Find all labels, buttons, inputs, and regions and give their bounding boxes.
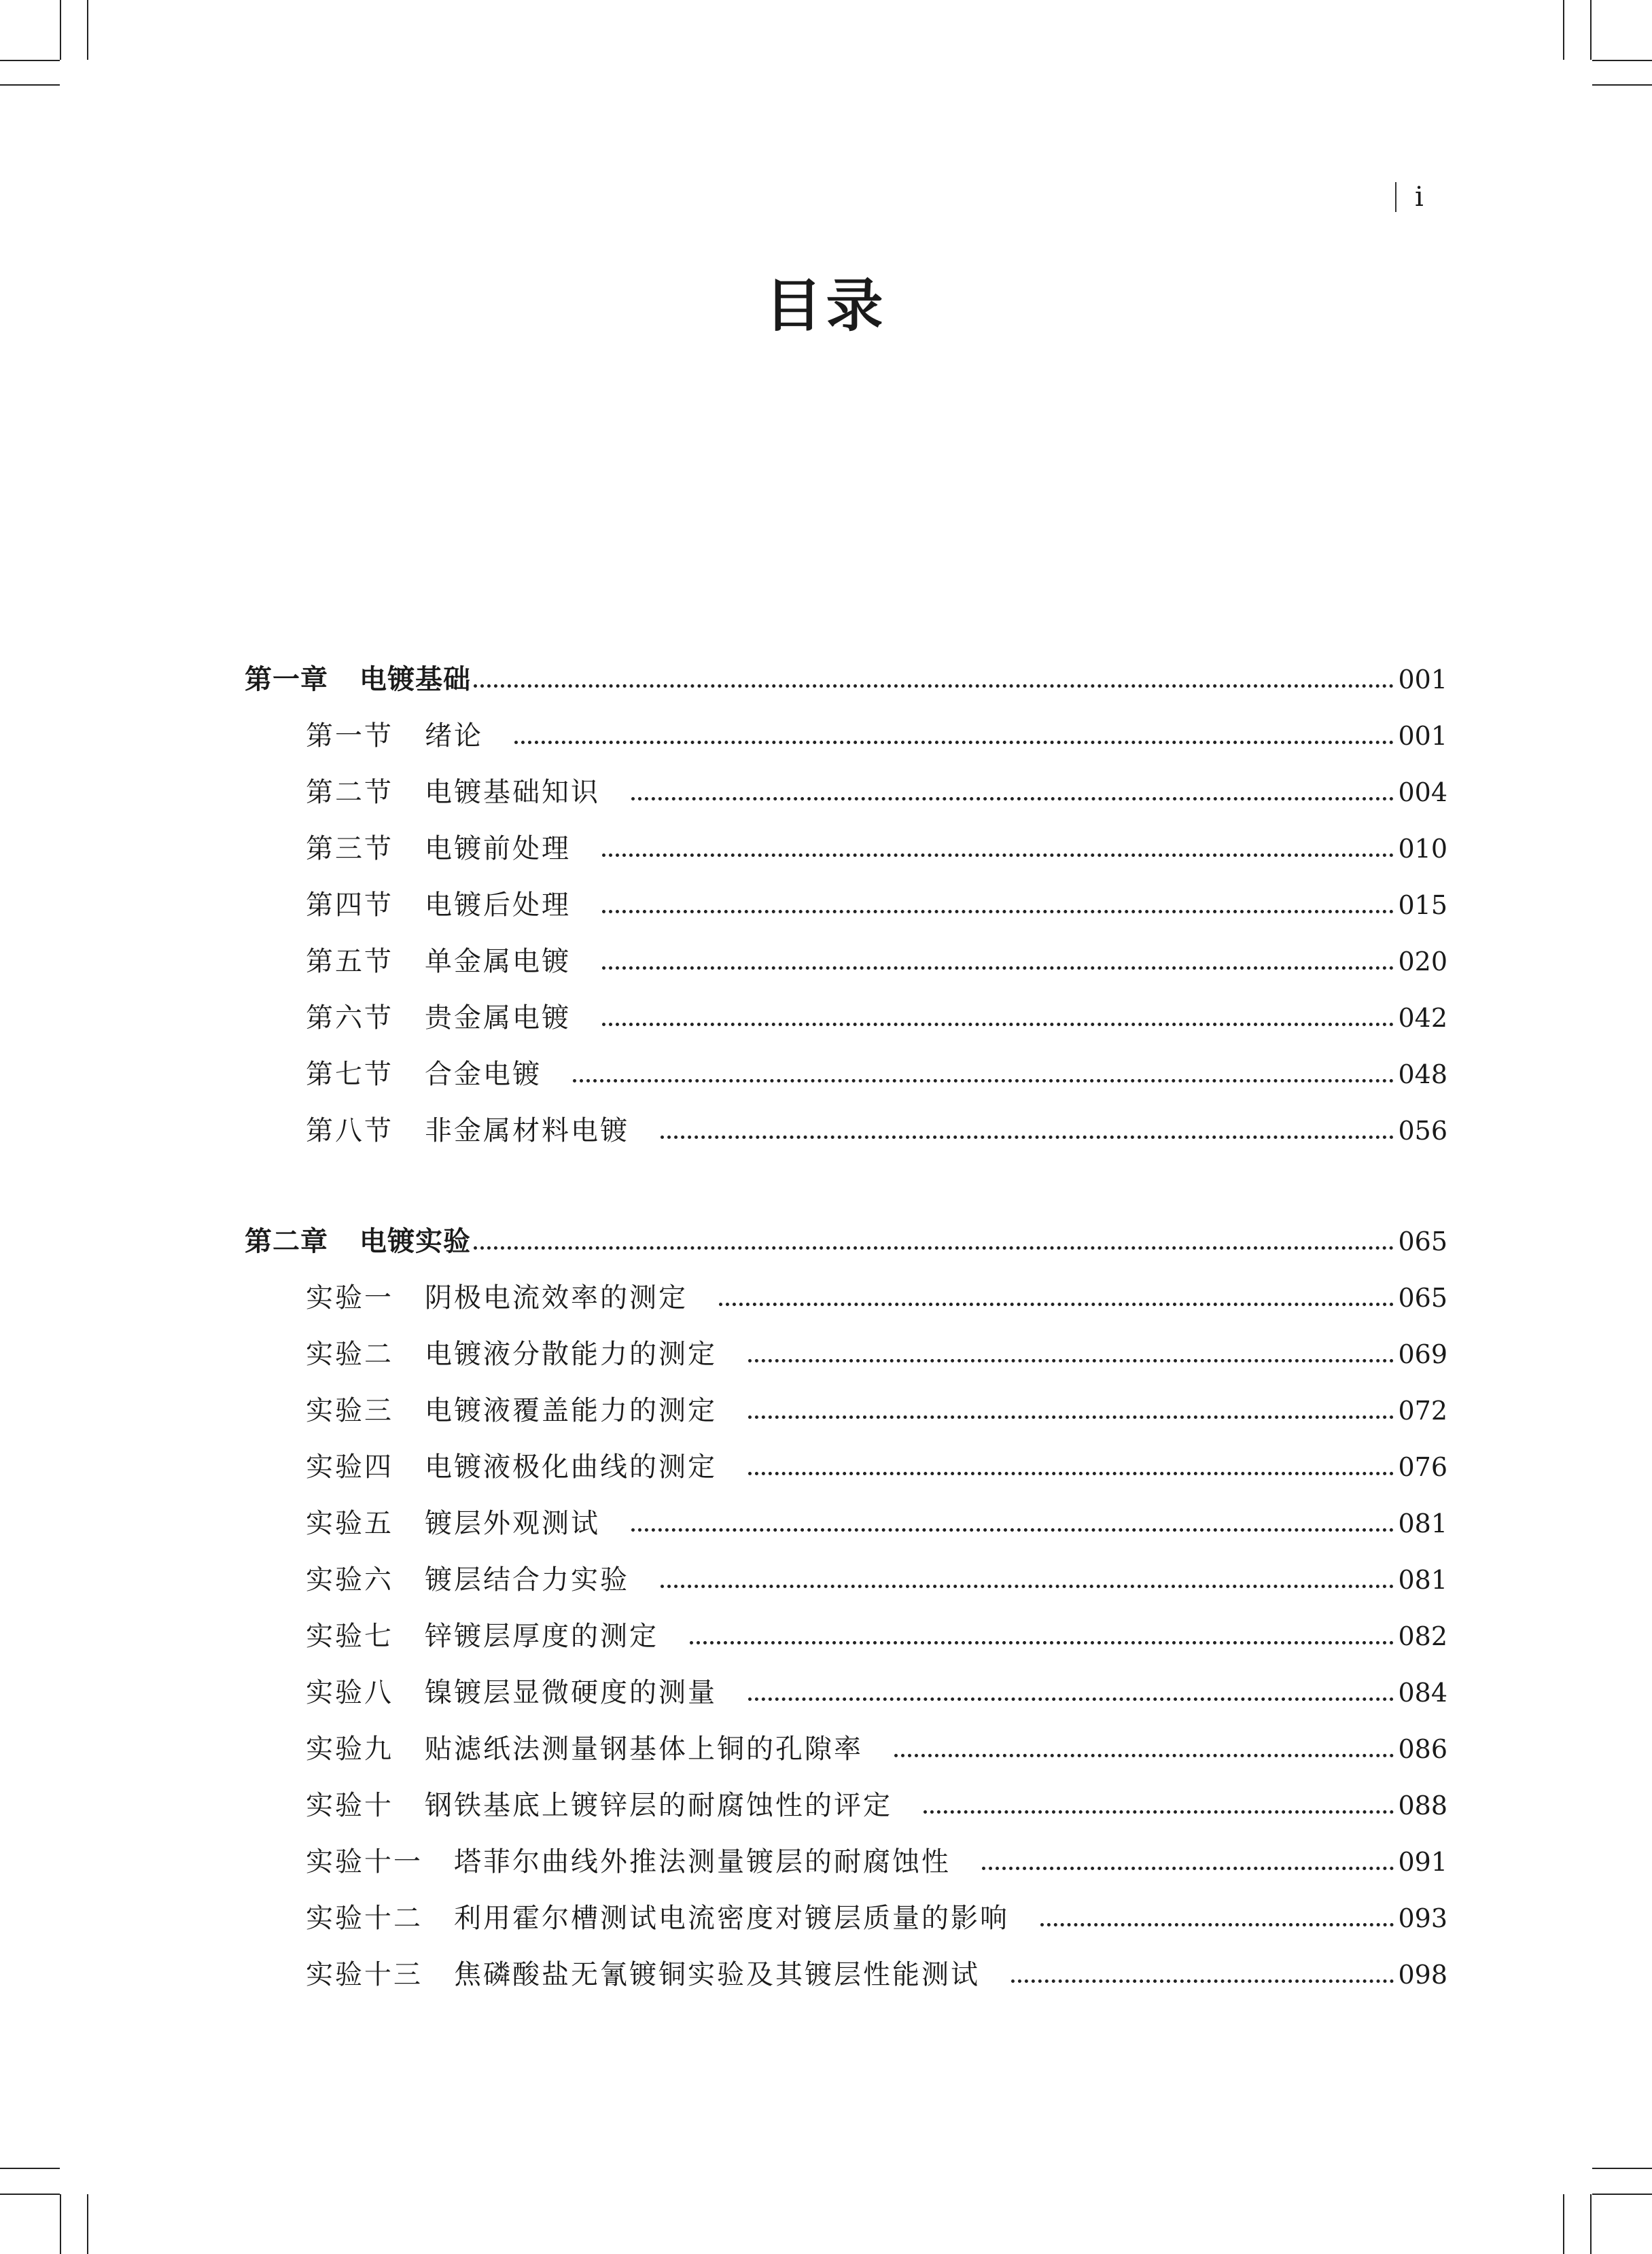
crop-mark <box>1592 84 1652 86</box>
toc-section[interactable] <box>306 1112 1447 1150</box>
toc-section[interactable] <box>306 1055 1447 1093</box>
crop-mark <box>87 0 88 60</box>
dot-leader <box>719 1303 1394 1306</box>
toc-section[interactable] <box>306 1674 1447 1712</box>
page-number-rule <box>1395 182 1396 212</box>
toc-section-number: 第三节 <box>306 833 393 864</box>
toc-section-text <box>306 1956 980 1994</box>
toc-section[interactable] <box>306 1617 1447 1655</box>
toc-section[interactable] <box>306 1786 1447 1825</box>
toc-section-title: 电镀基础知识 <box>425 777 600 808</box>
toc-section[interactable] <box>306 999 1447 1037</box>
toc-section[interactable] <box>306 1504 1447 1543</box>
toc-section-title: 钢铁基底上镀锌层的耐腐蚀性的评定 <box>425 1790 892 1821</box>
dot-leader <box>573 1079 1394 1082</box>
toc-section-text <box>306 1843 951 1881</box>
toc-section-number: 实验二 <box>306 1339 393 1370</box>
dot-leader <box>514 741 1394 744</box>
dot-leader <box>602 853 1394 857</box>
dot-leader <box>1011 1979 1394 1983</box>
toc-section-page: 004 <box>1398 777 1447 807</box>
dot-leader <box>690 1641 1394 1644</box>
crop-mark <box>0 2168 60 2169</box>
toc-section-text <box>306 1335 717 1373</box>
dot-leader <box>748 1359 1394 1362</box>
toc-section[interactable] <box>306 943 1447 981</box>
toc-section-text <box>306 1504 600 1543</box>
dot-leader <box>631 797 1394 800</box>
toc-chapter[interactable] <box>245 661 1447 699</box>
crop-mark <box>1592 2168 1652 2169</box>
toc-section-number: 第五节 <box>306 946 393 977</box>
toc-section-page: 086 <box>1398 1734 1447 1764</box>
toc-section-text <box>306 1448 717 1486</box>
dot-leader <box>748 1472 1394 1475</box>
toc-section-page: 098 <box>1398 1960 1447 1990</box>
toc-section[interactable] <box>306 717 1447 755</box>
toc-section-text <box>306 1730 863 1768</box>
toc-section-number: 实验一 <box>306 1282 393 1314</box>
dot-leader <box>602 910 1394 913</box>
toc-section-number: 第七节 <box>306 1059 393 1090</box>
dot-leader <box>474 684 1394 688</box>
dot-leader <box>924 1810 1394 1814</box>
toc-section-page: 010 <box>1398 834 1447 864</box>
toc-section-page: 082 <box>1398 1621 1447 1651</box>
toc-section-text <box>306 1561 629 1599</box>
toc-section-page: 069 <box>1398 1339 1447 1369</box>
crop-mark <box>1590 2194 1592 2254</box>
toc-section-number: 实验三 <box>306 1395 393 1426</box>
toc-chapter-title: 电镀基础 <box>359 664 471 695</box>
toc-section-number: 实验十二 <box>306 1903 423 1934</box>
toc-section[interactable] <box>306 886 1447 924</box>
toc-section-title: 镀层结合力实验 <box>425 1564 629 1596</box>
dot-leader <box>661 1585 1394 1588</box>
toc-section-page: 065 <box>1398 1283 1447 1313</box>
toc-chapter-page: 001 <box>1398 665 1447 694</box>
toc-section-page: 048 <box>1398 1059 1447 1089</box>
toc-section-title: 电镀后处理 <box>425 890 571 921</box>
toc-section-page: 020 <box>1398 947 1447 976</box>
toc-section-number: 第八节 <box>306 1115 393 1146</box>
toc-chapter-page: 065 <box>1398 1227 1447 1256</box>
crop-mark <box>60 0 61 60</box>
toc-section-text <box>306 1617 658 1655</box>
toc-chapter-text <box>245 1222 471 1261</box>
crop-mark <box>1563 2194 1564 2254</box>
toc-section-text <box>306 1279 688 1317</box>
toc-section-title: 贵金属电镀 <box>425 1002 571 1034</box>
toc-section[interactable] <box>306 1392 1447 1430</box>
toc-section-number: 实验十三 <box>306 1959 423 1990</box>
toc-chapter-text <box>245 661 471 699</box>
dot-leader <box>894 1754 1394 1757</box>
toc-section-text <box>306 830 571 868</box>
toc-section-page: 042 <box>1398 1003 1447 1033</box>
toc-section-number: 第二节 <box>306 777 393 808</box>
toc-section-title: 单金属电镀 <box>425 946 571 977</box>
toc-section[interactable] <box>306 1279 1447 1317</box>
toc-section-page: 091 <box>1398 1847 1447 1877</box>
toc-section-number: 实验六 <box>306 1564 393 1596</box>
crop-mark <box>1592 2194 1652 2195</box>
toc-section-text <box>306 1674 717 1712</box>
crop-mark <box>0 60 60 61</box>
toc-section-text <box>306 999 571 1037</box>
toc-section-number: 实验七 <box>306 1621 393 1652</box>
toc-section[interactable] <box>306 1730 1447 1768</box>
toc-section-number: 第四节 <box>306 890 393 921</box>
toc-section-page: 081 <box>1398 1509 1447 1538</box>
toc-section-title: 锌镀层厚度的测定 <box>425 1621 658 1652</box>
toc-section[interactable] <box>306 830 1447 868</box>
dot-leader <box>748 1415 1394 1419</box>
toc-section-text <box>306 1112 629 1150</box>
crop-mark <box>0 2194 60 2195</box>
toc-section-page: 088 <box>1398 1791 1447 1820</box>
crop-mark <box>87 2194 88 2254</box>
toc-section-page: 056 <box>1398 1116 1447 1146</box>
toc-section-page: 076 <box>1398 1452 1447 1482</box>
toc-section[interactable] <box>306 773 1447 811</box>
dot-leader <box>982 1867 1394 1870</box>
page-number: i <box>1415 181 1424 213</box>
toc-section-title: 非金属材料电镀 <box>425 1115 629 1146</box>
toc-chapter-title: 电镀实验 <box>359 1226 471 1257</box>
toc-section-title: 电镀液极化曲线的测定 <box>425 1451 717 1483</box>
crop-mark <box>0 84 60 86</box>
toc-section-page: 015 <box>1398 890 1447 920</box>
dot-leader <box>602 966 1394 970</box>
toc-section-page: 072 <box>1398 1396 1447 1426</box>
toc-section[interactable] <box>306 1956 1447 1994</box>
dot-leader <box>631 1528 1394 1532</box>
toc-section-number: 实验十一 <box>306 1846 423 1878</box>
toc-section-title: 利用霍尔槽测试电流密度对镀层质量的影响 <box>454 1903 1009 1934</box>
toc-section-title: 绪论 <box>425 720 483 752</box>
crop-mark <box>60 2194 61 2254</box>
toc-section-title: 镀层外观测试 <box>425 1508 600 1539</box>
toc-section-number: 第六节 <box>306 1002 393 1034</box>
toc-chapter-number: 第二章 <box>245 1226 328 1257</box>
dot-leader <box>1040 1923 1394 1926</box>
crop-mark <box>1563 0 1564 60</box>
toc-section-title: 电镀液分散能力的测定 <box>425 1339 717 1370</box>
crop-mark <box>1590 0 1592 60</box>
toc-section-title: 镍镀层显微硬度的测量 <box>425 1677 717 1708</box>
toc-section-text <box>306 1786 892 1825</box>
toc-section[interactable] <box>306 1561 1447 1599</box>
toc-section-title: 阴极电流效率的测定 <box>425 1282 688 1314</box>
crop-mark <box>1592 60 1652 61</box>
toc-section-number: 实验八 <box>306 1677 393 1708</box>
toc-section-text <box>306 886 571 924</box>
toc-section-title: 贴滤纸法测量钢基体上铜的孔隙率 <box>425 1733 863 1765</box>
dot-leader <box>661 1135 1394 1139</box>
toc-section-text <box>306 1392 717 1430</box>
toc-section-text <box>306 943 571 981</box>
toc-section-number: 实验四 <box>306 1451 393 1483</box>
toc-chapter-number: 第一章 <box>245 664 328 695</box>
toc-section-title: 焦磷酸盐无氰镀铜实验及其镀层性能测试 <box>454 1959 980 1990</box>
toc-section-number: 实验五 <box>306 1508 393 1539</box>
toc-section-text <box>306 773 600 811</box>
toc-section[interactable] <box>306 1335 1447 1373</box>
dot-leader <box>602 1023 1394 1026</box>
toc-section-title: 合金电镀 <box>425 1059 542 1090</box>
toc-section-page: 001 <box>1398 721 1447 751</box>
toc-section-text <box>306 717 483 755</box>
toc-section-title: 电镀前处理 <box>425 833 571 864</box>
toc-section-text <box>306 1055 542 1093</box>
toc-section-number: 实验九 <box>306 1733 393 1765</box>
toc-section[interactable] <box>306 1899 1447 1937</box>
toc-section-page: 081 <box>1398 1565 1447 1595</box>
toc-section-number: 实验十 <box>306 1790 393 1821</box>
toc-section[interactable] <box>306 1448 1447 1486</box>
dot-leader <box>748 1697 1394 1701</box>
dot-leader <box>474 1246 1394 1250</box>
toc-section-page: 084 <box>1398 1678 1447 1708</box>
toc-section-text <box>306 1899 1009 1937</box>
toc-section-page: 093 <box>1398 1903 1447 1933</box>
page-title: 目录 <box>765 272 887 339</box>
toc-section-number: 第一节 <box>306 720 393 752</box>
toc-section-title: 电镀液覆盖能力的测定 <box>425 1395 717 1426</box>
toc-section-title: 塔菲尔曲线外推法测量镀层的耐腐蚀性 <box>454 1846 951 1878</box>
toc-section[interactable] <box>306 1843 1447 1881</box>
toc-chapter[interactable] <box>245 1222 1447 1261</box>
